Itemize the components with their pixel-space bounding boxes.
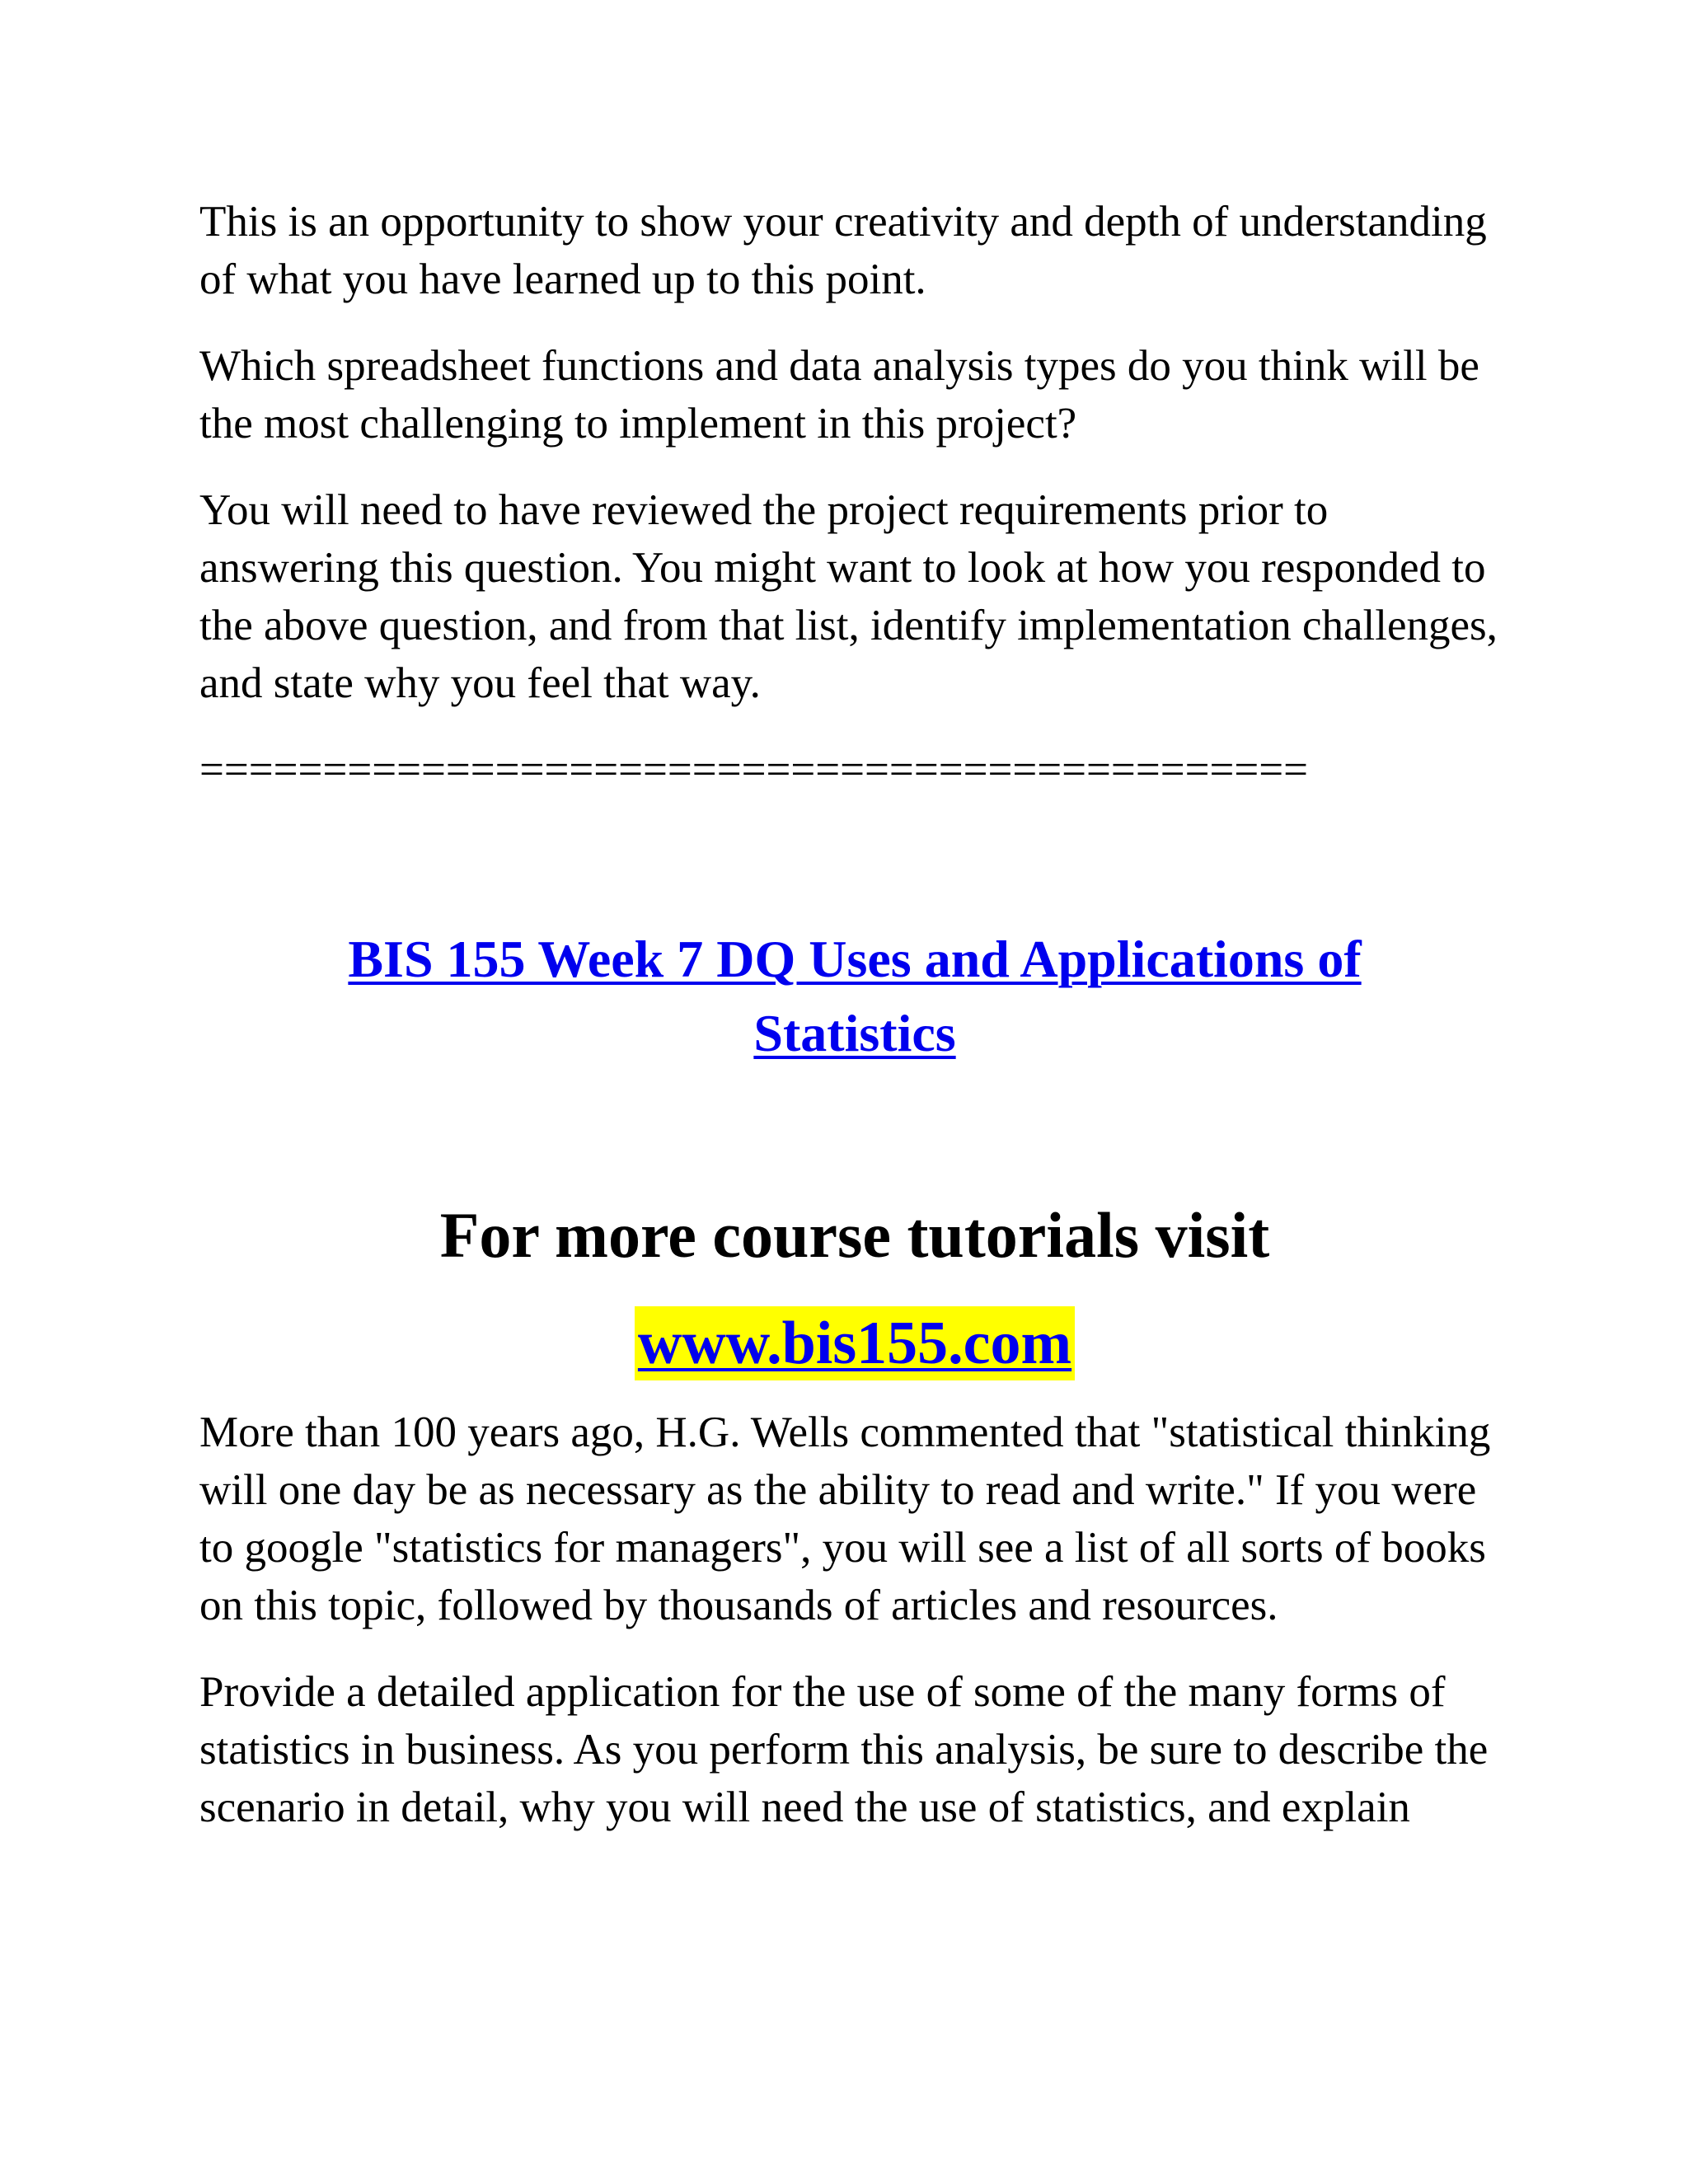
intro-paragraph: This is an opportunity to show your creativity and depth of understanding of what you have learned up to this point. bbox=[199, 198, 1487, 303]
promo-heading: For more course tutorials visit bbox=[439, 1199, 1270, 1271]
instructions-paragraph: You will need to have reviewed the project requirements prior to answering this question. You might want to look at how you responded to the above question, and from that list, identify implementation challenges, and state why you feel that way. bbox=[199, 486, 1498, 707]
application-paragraph: Provide a detailed application for the use of some of the many forms of statistics in business. As you perform this analysis, be sure to describe the scenario in detail, why you will need the use of statistics, and explain bbox=[199, 1668, 1489, 1831]
site-link-wrapper bbox=[199, 1306, 1510, 1380]
course-title-line-1: BIS 155 Week 7 DQ Uses and Applications of bbox=[348, 930, 1362, 988]
section-divider: ============================================= bbox=[199, 746, 1309, 794]
question-paragraph: Which spreadsheet functions and data analysis types do you think will be the most challenging to implement in this project? bbox=[199, 342, 1479, 448]
course-title-link[interactable] bbox=[199, 922, 1510, 1071]
document-content bbox=[199, 193, 1510, 1865]
statistics-paragraph: More than 100 years ago, H.G. Wells commented that "statistical thinking will one day be as necessary as the ability to read and write." If you were to google "statistics for managers", you will see a list of all sorts of books on this topic, followed by thousands of articles and resources. bbox=[199, 1408, 1491, 1629]
website-link[interactable]: www.bis155.com bbox=[635, 1306, 1075, 1380]
course-title-line-2: Statistics bbox=[753, 1004, 956, 1062]
